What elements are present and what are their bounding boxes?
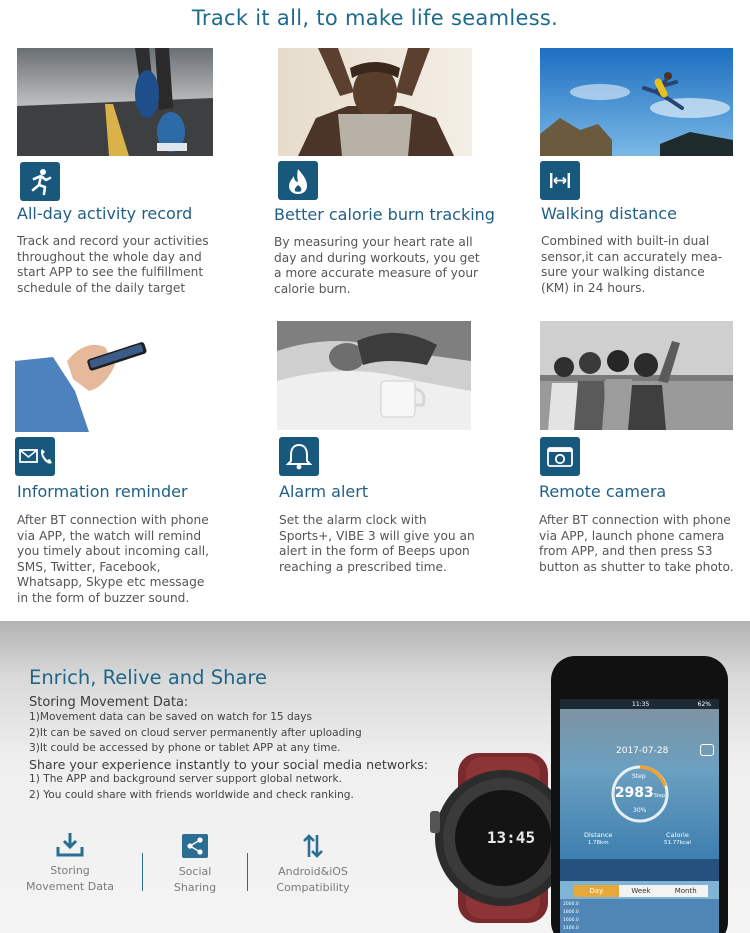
battery-level: 62% — [697, 701, 711, 708]
jumping-photo — [540, 48, 733, 156]
distance-value: 1.78km — [587, 840, 609, 846]
activity-chart — [560, 899, 719, 933]
share-icon — [182, 834, 208, 858]
bottom-label: Storing — [50, 864, 90, 877]
app-screen — [560, 699, 719, 933]
step-unit: Step — [653, 793, 666, 799]
workout-photo — [278, 48, 472, 156]
y-tick: 1600.0 — [563, 918, 579, 923]
flame-icon — [278, 161, 318, 200]
running-photo — [17, 48, 213, 156]
status-bar — [560, 699, 719, 709]
bottom-label: Compatibility — [276, 881, 350, 894]
feature-title: Better calorie burn tracking — [274, 205, 495, 224]
distance-block — [584, 831, 612, 847]
step-value — [612, 782, 668, 801]
bottom-label: Android&iOS — [278, 865, 348, 878]
feature-walking-distance — [540, 48, 750, 298]
calorie-label: Calorie — [666, 831, 689, 839]
sleeping-photo — [277, 321, 471, 430]
calorie-block — [664, 831, 691, 847]
distance-icon — [540, 161, 580, 200]
feature-description: Set the alarm clock with Sports+, VIBE 3 will give you an alert in the form of Beeps upon reaching a prescribed time. — [279, 513, 475, 574]
step-count: 2983 — [614, 785, 654, 801]
feature-information-reminder — [15, 321, 230, 611]
social-line: 1) The APP and background server support global network. — [29, 773, 343, 785]
status-time: 11:35 — [632, 701, 650, 708]
app-date: 2017-07-28 — [616, 746, 669, 756]
storing-heading: Storing Movement Data: — [29, 695, 189, 710]
feature-title: Remote camera — [539, 482, 667, 501]
watch-time: 13:45 — [486, 828, 536, 847]
track-decoration — [560, 859, 719, 881]
y-tick: 2000.0 — [563, 902, 579, 907]
social-sharing-item — [160, 834, 230, 896]
storing-movement-item — [24, 831, 116, 895]
divider — [142, 853, 143, 891]
bottom-label: Social — [178, 865, 212, 878]
feature-title: Walking distance — [541, 204, 677, 223]
storing-line: 3)It could be accessed by phone or tablet APP at any time. — [29, 742, 341, 754]
tab-day[interactable]: Day — [574, 885, 619, 897]
feature-description: After BT connection with phone via APP, the watch will remind you timely about incoming call, SMS, Twitter, Facebook, Whatsapp, Skype etc message in the form of buzzer sound. — [17, 513, 209, 605]
phone-hand-photo — [15, 321, 150, 432]
compatibility-item — [270, 833, 356, 896]
camera-icon — [540, 437, 580, 476]
y-tick: 1400.0 — [563, 926, 579, 931]
share-title: Enrich, Relive and Share — [29, 666, 267, 689]
feature-title: Information reminder — [17, 482, 188, 501]
page-headline: Track it all, to make life seamless. — [191, 6, 559, 30]
transfer-icon — [302, 833, 324, 859]
message-phone-icon — [15, 437, 55, 476]
step-label: Step — [632, 773, 646, 780]
tab-month[interactable]: Month — [663, 885, 708, 897]
feature-description: By measuring your heart rate all day and during workouts, you get a more accurate measure of your calorie burn. — [274, 235, 480, 296]
distance-label: Distance — [584, 831, 613, 839]
selfie-photo — [540, 321, 733, 430]
calorie-value: 51.77kcal — [664, 840, 691, 846]
download-icon — [55, 831, 85, 859]
feature-title: Alarm alert — [279, 482, 369, 501]
bottom-label: Sharing — [173, 881, 217, 894]
social-heading: Share your experience instantly to your social media networks: — [29, 757, 429, 772]
share-section — [0, 621, 750, 933]
feature-description: After BT connection with phone via APP, launch phone camera from APP, and then press S3 button as shutter to take photo. — [539, 513, 734, 574]
feature-title: All-day activity record — [17, 204, 193, 223]
feature-description: Track and record your activities throughout the whole day and start APP to see the fulfillment schedule of the daily target — [17, 234, 209, 295]
bell-icon — [279, 437, 319, 476]
feature-description: Combined with built-in dual sensor,it can accurately mea- sure your walking distance (KM) in 24 hours. — [541, 234, 723, 295]
storing-line: 2)It can be saved on cloud server permanently after uploading — [29, 727, 362, 739]
runner-icon — [20, 162, 60, 201]
step-percent: 30% — [633, 807, 647, 814]
period-tabs — [574, 885, 708, 897]
social-line: 2) You could share with friends worldwide and check ranking. — [29, 789, 354, 801]
camera-share-icon[interactable] — [700, 744, 714, 756]
storing-line: 1)Movement data can be saved on watch for 15 days — [29, 711, 313, 723]
feature-remote-camera — [538, 321, 750, 581]
feature-calorie-tracking — [274, 48, 495, 298]
divider — [247, 853, 248, 891]
smartphone-image — [551, 656, 728, 933]
tab-week[interactable]: Week — [619, 885, 664, 897]
feature-activity-record — [17, 48, 232, 298]
feature-alarm-alert — [277, 321, 492, 581]
y-tick: 1800.0 — [563, 910, 579, 915]
bottom-label: Movement Data — [25, 880, 115, 893]
